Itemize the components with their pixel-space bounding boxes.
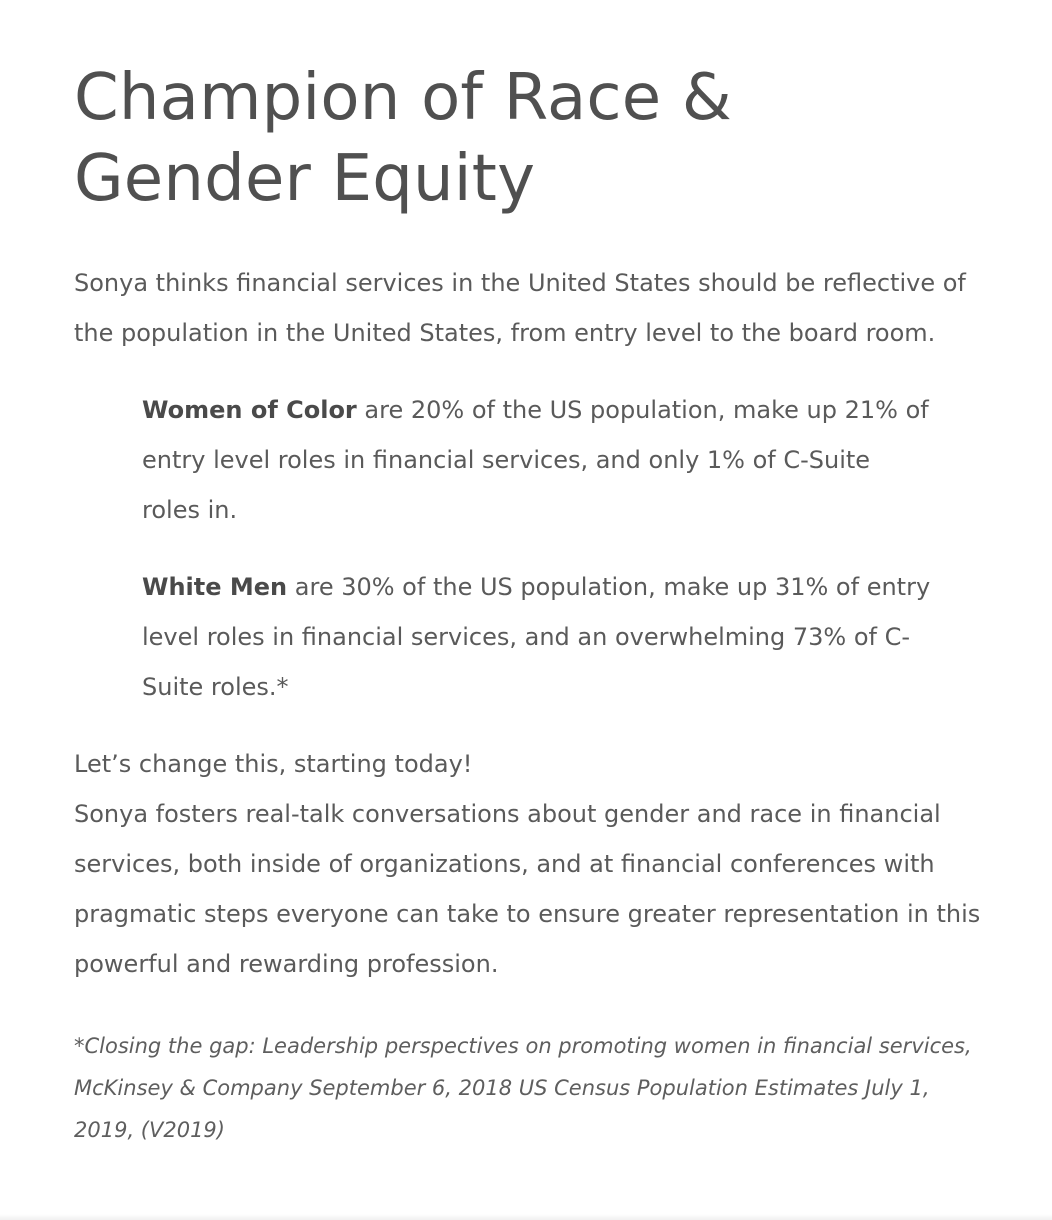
intro-paragraph: Sonya thinks financial services in the United States should be reflective of the population in the United States, from entry level to the board room. (74, 269, 966, 347)
stat-white-men (142, 562, 932, 712)
stat-women-of-color-label: Women of Color (142, 396, 357, 424)
cta-headline: Let’s change this, starting today! (74, 750, 473, 778)
page-title (74, 58, 974, 220)
stat-white-men-text: are 30% of the US population, make up 31% of entry level roles in financial services, and an overwhelming 73% of C-Suite roles.* (142, 573, 931, 701)
bottom-edge-shadow (0, 1214, 1052, 1220)
stat-women-of-color-text: are 20% of the US population, make up 21% of entry level roles in financial services, and only 1% of C-Suite roles in. (142, 396, 929, 524)
footnote-citation: *Closing the gap: Leadership perspectives on promoting women in financial services, McKinsey & Company September 6, 2018 US Census Population Estimates July 1, 2019, (V2019) (74, 1034, 972, 1142)
call-to-action-paragraph (74, 739, 994, 989)
page-title-line-2: Gender Equity (74, 142, 536, 216)
stat-white-men-label: White Men (142, 573, 288, 601)
stat-women-of-color (142, 385, 932, 535)
cta-body: Sonya fosters real-talk conversations about gender and race in financial services, both inside of organizations, and at financial conferences with pragmatic steps everyone can take to ensure greater representation in this powerful and rewarding profession. (74, 800, 981, 978)
page-title-line-1: Champion of Race & (74, 61, 733, 135)
